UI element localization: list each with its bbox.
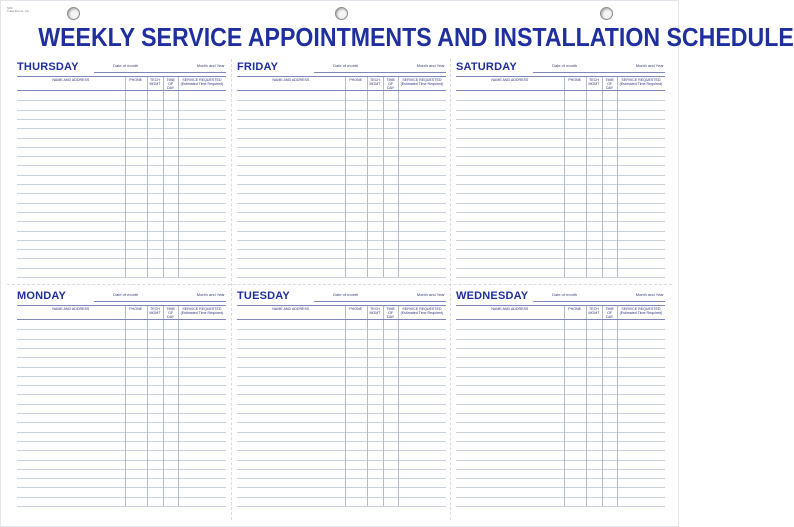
- entry-row-line[interactable]: [456, 277, 665, 278]
- column-divider: [398, 77, 399, 90]
- entry-row-line[interactable]: [17, 203, 226, 204]
- month-year-label: Month and Year: [196, 63, 225, 68]
- entry-row-line[interactable]: [456, 460, 665, 461]
- entry-row-line[interactable]: [456, 240, 665, 241]
- entry-row-line[interactable]: [456, 450, 665, 451]
- column-divider: [586, 91, 587, 277]
- entry-row-line[interactable]: [456, 128, 665, 129]
- column-divider: [383, 320, 384, 506]
- day-panel-tuesday: [237, 289, 446, 506]
- month-year-label: Month and Year: [416, 63, 445, 68]
- month-year-label: Month and Year: [196, 292, 225, 297]
- entry-row-line[interactable]: [237, 212, 446, 213]
- entry-rows: [456, 320, 665, 506]
- day-panel-thursday: [17, 60, 226, 277]
- day-panel-monday: [17, 289, 226, 506]
- entry-row-line[interactable]: [237, 221, 446, 222]
- day-name: WEDNESDAY: [456, 290, 529, 302]
- column-divider: [564, 77, 565, 90]
- column-divider: [147, 91, 148, 277]
- entry-row-line[interactable]: [17, 156, 226, 157]
- entry-row-line[interactable]: [17, 212, 226, 213]
- column-header-row: [17, 76, 226, 91]
- entry-row-line[interactable]: [237, 203, 446, 204]
- entry-row-line[interactable]: [17, 460, 226, 461]
- entry-row-line[interactable]: [237, 175, 446, 176]
- entry-row-line[interactable]: [17, 441, 226, 442]
- column-divider: [564, 320, 565, 506]
- entry-row-line[interactable]: [456, 110, 665, 111]
- fold-line: [7, 284, 672, 285]
- column-divider: [178, 91, 179, 277]
- entry-row-line[interactable]: [17, 478, 226, 479]
- form-code-line: Triad-Forms, Inc.: [7, 9, 30, 14]
- entry-row-line[interactable]: [17, 497, 226, 498]
- column-header-phone: PHONE: [568, 78, 581, 82]
- column-divider: [617, 306, 618, 319]
- column-header-row: [237, 305, 446, 320]
- entry-row-line[interactable]: [17, 175, 226, 176]
- entry-row-line[interactable]: [17, 147, 226, 148]
- column-divider: [367, 306, 368, 319]
- entry-row-line[interactable]: [456, 329, 665, 330]
- month-year-field: [617, 301, 665, 302]
- column-divider: [345, 320, 346, 506]
- entry-row-line[interactable]: [17, 128, 226, 129]
- column-divider: [398, 91, 399, 277]
- entry-row-line[interactable]: [17, 231, 226, 232]
- entry-row-line[interactable]: [456, 249, 665, 250]
- entry-row-line[interactable]: [237, 469, 446, 470]
- column-divider: [617, 91, 618, 277]
- entry-row-line[interactable]: [456, 193, 665, 194]
- column-divider: [586, 320, 587, 506]
- column-header-name: NAME AND ADDRESS: [491, 307, 529, 311]
- column-header-phone: PHONE: [129, 307, 142, 311]
- entry-row-line[interactable]: [237, 413, 446, 414]
- date-of-month-field: [533, 301, 617, 302]
- column-header-phone: PHONE: [129, 78, 142, 82]
- column-header-name: NAME AND ADDRESS: [52, 307, 90, 311]
- column-divider: [178, 77, 179, 90]
- column-header-service: SERVICE REQUESTED (Estimated Time Required): [180, 78, 224, 86]
- entry-row-line[interactable]: [17, 100, 226, 101]
- entry-row-line[interactable]: [456, 413, 665, 414]
- entry-row-line[interactable]: [456, 268, 665, 269]
- entry-row-line[interactable]: [17, 469, 226, 470]
- binder-hole: [335, 7, 348, 20]
- column-header-phone: PHONE: [349, 78, 362, 82]
- column-divider: [345, 77, 346, 90]
- entry-row-line[interactable]: [237, 128, 446, 129]
- column-divider: [163, 320, 164, 506]
- column-divider: [564, 91, 565, 277]
- day-name: TUESDAY: [237, 290, 290, 302]
- entry-row-line[interactable]: [237, 329, 446, 330]
- entry-row-line[interactable]: [456, 469, 665, 470]
- entry-row-line[interactable]: [456, 422, 665, 423]
- entry-row-line[interactable]: [17, 165, 226, 166]
- entry-row-line[interactable]: [456, 478, 665, 479]
- entry-row-line[interactable]: [456, 441, 665, 442]
- column-header-phone: PHONE: [568, 307, 581, 311]
- entry-row-line[interactable]: [237, 193, 446, 194]
- date-of-month-field: [533, 72, 617, 73]
- column-divider: [602, 320, 603, 506]
- column-divider: [617, 320, 618, 506]
- entry-row-line[interactable]: [17, 329, 226, 330]
- entry-row-line[interactable]: [17, 110, 226, 111]
- panel-header: [456, 60, 665, 76]
- date-of-month-label: Date of month: [552, 63, 578, 68]
- entry-row-line[interactable]: [237, 110, 446, 111]
- column-divider: [178, 306, 179, 319]
- date-of-month-label: Date of month: [113, 292, 139, 297]
- entry-row-line[interactable]: [17, 221, 226, 222]
- column-divider: [125, 91, 126, 277]
- column-divider: [586, 306, 587, 319]
- entry-row-line[interactable]: [237, 404, 446, 405]
- binder-hole: [600, 7, 613, 20]
- month-year-field: [178, 301, 226, 302]
- column-header-service: SERVICE REQUESTED (Estimated Time Required): [180, 307, 224, 315]
- date-of-month-label: Date of month: [333, 63, 359, 68]
- day-panel-saturday: [456, 60, 665, 277]
- column-divider: [163, 306, 164, 319]
- column-divider: [602, 77, 603, 90]
- column-divider: [147, 320, 148, 506]
- entry-row-line[interactable]: [17, 184, 226, 185]
- date-of-month-label: Date of month: [113, 63, 139, 68]
- entry-row-line[interactable]: [17, 249, 226, 250]
- entry-row-line[interactable]: [237, 165, 446, 166]
- entry-row-line[interactable]: [456, 119, 665, 120]
- date-of-month-field: [94, 72, 178, 73]
- day-name: FRIDAY: [237, 61, 279, 73]
- column-header-row: [237, 76, 446, 91]
- entry-row-line[interactable]: [237, 119, 446, 120]
- entry-row-line[interactable]: [17, 450, 226, 451]
- column-divider: [398, 306, 399, 319]
- entry-row-line[interactable]: [17, 385, 226, 386]
- entry-row-line[interactable]: [17, 422, 226, 423]
- day-name: THURSDAY: [17, 61, 79, 73]
- fold-line: [231, 59, 232, 520]
- day-panel-wednesday: [456, 289, 665, 506]
- panel-header: [17, 60, 226, 76]
- entry-row-line[interactable]: [237, 249, 446, 250]
- entry-row-line[interactable]: [17, 138, 226, 139]
- entry-row-line[interactable]: [456, 367, 665, 368]
- entry-row-line[interactable]: [17, 506, 226, 507]
- column-header-tech: TECH MGMT: [588, 307, 600, 315]
- entry-row-line[interactable]: [456, 404, 665, 405]
- column-divider: [383, 306, 384, 319]
- entry-row-line[interactable]: [237, 258, 446, 259]
- day-name: MONDAY: [17, 290, 67, 302]
- entry-row-line[interactable]: [237, 478, 446, 479]
- entry-rows: [17, 91, 226, 277]
- entry-rows: [237, 320, 446, 506]
- column-header-row: [456, 76, 665, 91]
- column-header-row: [17, 305, 226, 320]
- entry-row-line[interactable]: [456, 348, 665, 349]
- column-divider: [147, 306, 148, 319]
- month-year-label: Month and Year: [635, 292, 664, 297]
- column-divider: [617, 77, 618, 90]
- entry-row-line[interactable]: [17, 432, 226, 433]
- month-year-label: Month and Year: [635, 63, 664, 68]
- entry-row-line[interactable]: [17, 277, 226, 278]
- column-divider: [147, 77, 148, 90]
- entry-row-line[interactable]: [17, 268, 226, 269]
- entry-row-line[interactable]: [456, 156, 665, 157]
- entry-row-line[interactable]: [456, 339, 665, 340]
- panel-header: [237, 289, 446, 305]
- month-year-field: [178, 72, 226, 73]
- entry-rows: [17, 320, 226, 506]
- entry-row-line[interactable]: [456, 376, 665, 377]
- entry-row-line[interactable]: [17, 394, 226, 395]
- entry-row-line[interactable]: [456, 506, 665, 507]
- entry-row-line[interactable]: [456, 487, 665, 488]
- column-divider: [602, 306, 603, 319]
- column-header-service: SERVICE REQUESTED (Estimated Time Required): [400, 307, 444, 315]
- column-divider: [367, 77, 368, 90]
- entry-row-line[interactable]: [17, 376, 226, 377]
- entry-row-line[interactable]: [237, 497, 446, 498]
- entry-row-line[interactable]: [456, 175, 665, 176]
- entry-row-line[interactable]: [17, 240, 226, 241]
- column-header-service: SERVICE REQUESTED (Estimated Time Required): [400, 78, 444, 86]
- entry-row-line[interactable]: [237, 422, 446, 423]
- column-divider: [367, 320, 368, 506]
- form-code: [7, 7, 30, 14]
- entry-row-line[interactable]: [17, 404, 226, 405]
- entry-row-line[interactable]: [237, 450, 446, 451]
- column-header-row: [456, 305, 665, 320]
- entry-row-line[interactable]: [456, 231, 665, 232]
- entry-row-line[interactable]: [17, 357, 226, 358]
- entry-row-line[interactable]: [237, 100, 446, 101]
- column-divider: [125, 77, 126, 90]
- column-header-time: TIME OF DAY: [386, 78, 395, 90]
- column-header-name: NAME AND ADDRESS: [52, 78, 90, 82]
- entry-row-line[interactable]: [17, 193, 226, 194]
- column-divider: [163, 91, 164, 277]
- column-header-tech: TECH MGMT: [149, 78, 161, 86]
- date-of-month-field: [314, 72, 398, 73]
- entry-row-line[interactable]: [456, 221, 665, 222]
- date-of-month-label: Date of month: [552, 292, 578, 297]
- entry-rows: [237, 91, 446, 277]
- day-panel-friday: [237, 60, 446, 277]
- entry-row-line[interactable]: [237, 348, 446, 349]
- entry-row-line[interactable]: [456, 258, 665, 259]
- fold-line: [450, 59, 451, 520]
- panel-header: [237, 60, 446, 76]
- panel-header: [17, 289, 226, 305]
- entry-row-line[interactable]: [237, 156, 446, 157]
- column-header-tech: TECH MGMT: [369, 78, 381, 86]
- entry-row-line[interactable]: [237, 394, 446, 395]
- column-divider: [564, 306, 565, 319]
- entry-row-line[interactable]: [456, 184, 665, 185]
- column-header-name: NAME AND ADDRESS: [272, 307, 310, 311]
- column-divider: [383, 91, 384, 277]
- entry-row-line[interactable]: [237, 460, 446, 461]
- column-divider: [125, 306, 126, 319]
- column-header-time: TIME OF DAY: [166, 307, 175, 319]
- entry-row-line[interactable]: [17, 487, 226, 488]
- entry-row-line[interactable]: [456, 357, 665, 358]
- column-header-time: TIME OF DAY: [386, 307, 395, 319]
- entry-row-line[interactable]: [456, 203, 665, 204]
- entry-row-line[interactable]: [456, 138, 665, 139]
- entry-row-line[interactable]: [237, 339, 446, 340]
- month-year-field: [617, 72, 665, 73]
- entry-row-line[interactable]: [17, 339, 226, 340]
- entry-row-line[interactable]: [237, 357, 446, 358]
- entry-row-line[interactable]: [456, 165, 665, 166]
- column-header-time: TIME OF DAY: [605, 78, 614, 90]
- entry-row-line[interactable]: [456, 394, 665, 395]
- column-header-phone: PHONE: [349, 307, 362, 311]
- column-header-time: TIME OF DAY: [166, 78, 175, 90]
- entry-row-line[interactable]: [237, 268, 446, 269]
- entry-row-line[interactable]: [237, 277, 446, 278]
- date-of-month-field: [94, 301, 178, 302]
- entry-row-line[interactable]: [237, 432, 446, 433]
- column-header-service: SERVICE REQUESTED (Estimated Time Required): [619, 78, 663, 86]
- column-header-service: SERVICE REQUESTED (Estimated Time Required): [619, 307, 663, 315]
- entry-row-line[interactable]: [237, 487, 446, 488]
- entry-row-line[interactable]: [17, 119, 226, 120]
- column-divider: [367, 91, 368, 277]
- entry-row-line[interactable]: [456, 147, 665, 148]
- column-divider: [586, 77, 587, 90]
- column-divider: [345, 91, 346, 277]
- panel-header: [456, 289, 665, 305]
- entry-row-line[interactable]: [237, 138, 446, 139]
- entry-row-line[interactable]: [17, 348, 226, 349]
- entry-row-line[interactable]: [17, 413, 226, 414]
- form-code-line: SKF: [7, 6, 13, 10]
- column-header-tech: TECH MGMT: [588, 78, 600, 86]
- column-divider: [345, 306, 346, 319]
- column-divider: [383, 77, 384, 90]
- entry-row-line[interactable]: [17, 367, 226, 368]
- column-divider: [178, 320, 179, 506]
- date-of-month-label: Date of month: [333, 292, 359, 297]
- day-name: SATURDAY: [456, 61, 517, 73]
- month-year-field: [398, 301, 446, 302]
- month-year-label: Month and Year: [416, 292, 445, 297]
- entry-row-line[interactable]: [237, 231, 446, 232]
- page-title: WEEKLY SERVICE APPOINTMENTS AND INSTALLATION SCHEDULE: [38, 22, 794, 52]
- entry-row-line[interactable]: [237, 147, 446, 148]
- entry-row-line[interactable]: [456, 497, 665, 498]
- column-header-tech: TECH MGMT: [149, 307, 161, 315]
- column-divider: [125, 320, 126, 506]
- entry-row-line[interactable]: [456, 385, 665, 386]
- binder-hole: [67, 7, 80, 20]
- entry-row-line[interactable]: [237, 376, 446, 377]
- column-header-name: NAME AND ADDRESS: [272, 78, 310, 82]
- column-divider: [163, 77, 164, 90]
- entry-row-line[interactable]: [456, 432, 665, 433]
- entry-row-line[interactable]: [237, 367, 446, 368]
- column-header-time: TIME OF DAY: [605, 307, 614, 319]
- entry-row-line[interactable]: [237, 506, 446, 507]
- column-header-tech: TECH MGMT: [369, 307, 381, 315]
- entry-row-line[interactable]: [237, 184, 446, 185]
- entry-rows: [456, 91, 665, 277]
- column-divider: [398, 320, 399, 506]
- entry-row-line[interactable]: [237, 240, 446, 241]
- date-of-month-field: [314, 301, 398, 302]
- entry-row-line[interactable]: [237, 385, 446, 386]
- entry-row-line[interactable]: [237, 441, 446, 442]
- month-year-field: [398, 72, 446, 73]
- entry-row-line[interactable]: [456, 100, 665, 101]
- entry-row-line[interactable]: [17, 258, 226, 259]
- entry-row-line[interactable]: [456, 212, 665, 213]
- column-header-name: NAME AND ADDRESS: [491, 78, 529, 82]
- column-divider: [602, 91, 603, 277]
